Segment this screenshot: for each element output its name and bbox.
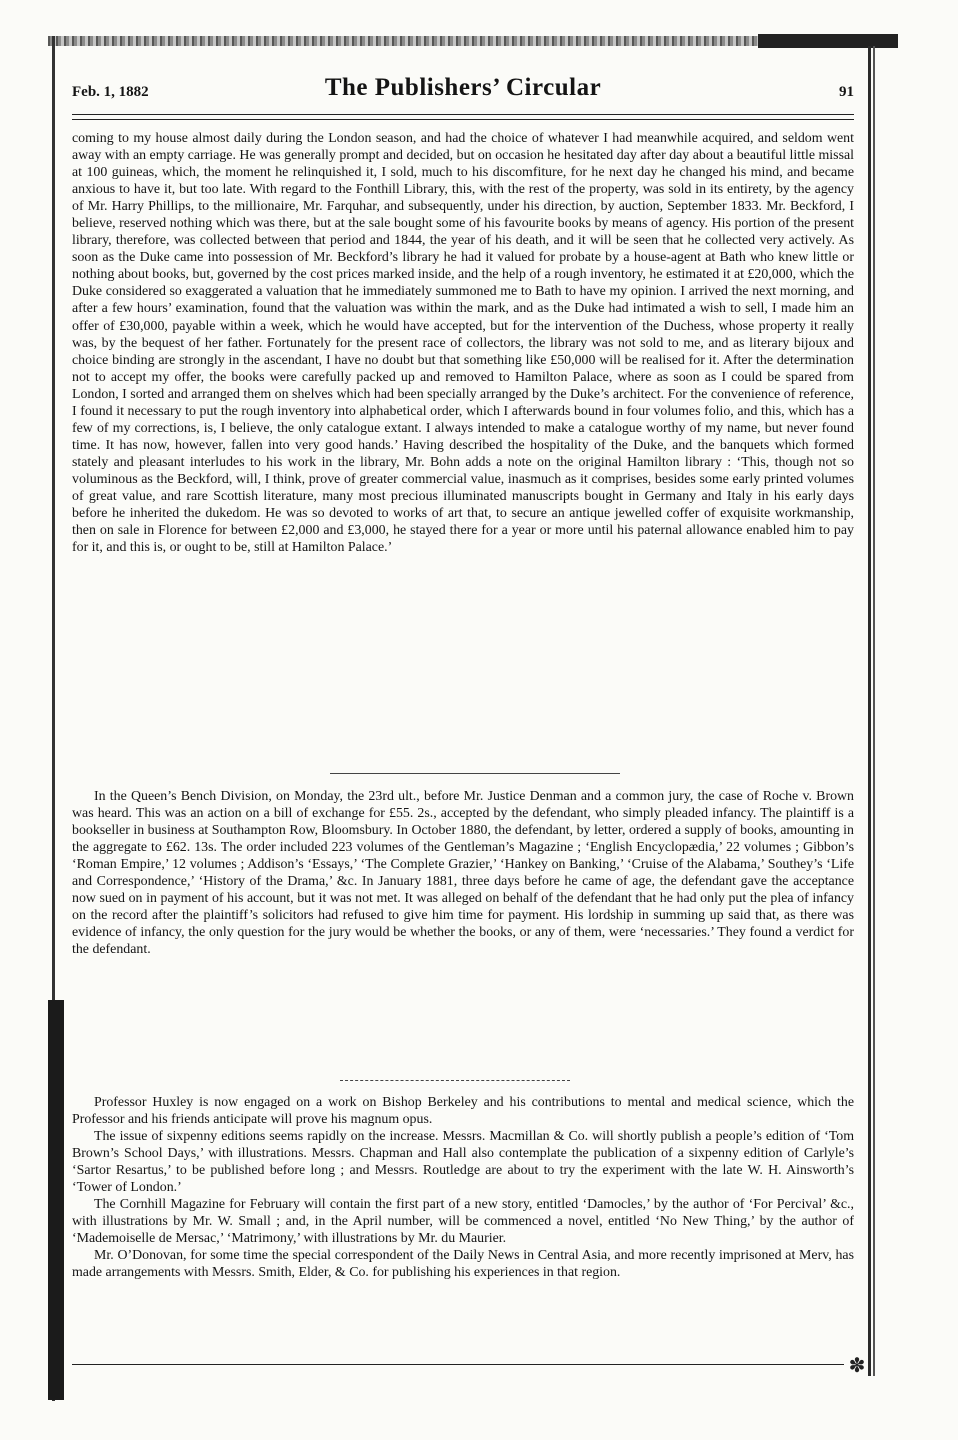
article-beckford-library bbox=[72, 130, 854, 556]
footer-rule bbox=[72, 1364, 844, 1365]
paragraph: The Cornhill Magazine for February will contain the first part of a new story, entitled ‘Damocles,’ by the author of ‘For Percival’ &c., with illustrations by Mr. W. Small ; and, in the April number, will be commenced a novel, entitled ‘No New Thing,’ by the author of ‘Mademoiselle de Mersac,’ ‘Matrimony,’ with illustrations by Mr. du Maurier. bbox=[72, 1197, 854, 1247]
right-border-rule bbox=[868, 46, 871, 1376]
page-number: 91 bbox=[839, 84, 854, 100]
article-literary-notes bbox=[72, 1094, 854, 1282]
article-roche-v-brown bbox=[72, 788, 854, 958]
paragraph: The issue of sixpenny editions seems rapidly on the increase. Messrs. Macmillan & Co. will shortly publish a people’s edition of ‘Tom Brown’s School Days,’ with illustrations. Messrs. Chapman and Hall also contemplate the publication of a sixpenny edition of Carlyle’s ‘Sartor Resartus,’ to be published before long ; and Messrs. Routledge are about to try the experiment with the late W. H. Ainsworth’s ‘Tower of London.’ bbox=[72, 1129, 854, 1196]
page-edge-top-right bbox=[758, 34, 898, 48]
section-divider bbox=[330, 773, 620, 774]
issue-date: Feb. 1, 1882 bbox=[72, 84, 149, 100]
right-border-rule-inner bbox=[873, 46, 875, 1376]
running-header bbox=[72, 74, 854, 108]
journal-title: The Publishers’ Circular bbox=[324, 74, 602, 101]
paragraph: Mr. O’Donovan, for some time the special correspondent of the Daily News in Central Asia, and more recently imprisoned at Merv, has made arrangements with Messrs. Smith, Elder, & Co. for publishing his experiences in that region. bbox=[72, 1248, 854, 1281]
section-divider bbox=[340, 1080, 570, 1081]
paragraph: coming to my house almost daily during the London season, and had the choice of whatever I had meanwhile acquired, and seldom went away with an empty carriage. He was generally prompt and decided, but on occasion he hesitated day after day about a beautiful little missal at 100 guineas, which, the moment he relinquished it, I sold, much to his discomfiture, for he next day he changed his mind, and became anxious to have it, but too late. With regard to the Fonthill Library, this, with the rest of the property, was sold in its entirety, by the agency of Mr. Harry Phillips, to the millionaire, Mr. Farquhar, and subsequently, under his direction, by auction, September 1833. Mr. Beckford, I believe, reserved nothing which was there, but at the sale bought some of his favourite books by means of agency. His portion of the present library, therefore, was collected between that period and 1844, the year of his death, and it will be seen that he collected very actively. As soon as the Duke came into possession of Mr. Beckford’s library he had it valued for probate by a house-agent at Bath who knew little or nothing about books, but, governed by the cost prices marked inside, and the help of a rough inventory, he estimated it at £20,000, which the Duke considered so exaggerated a valuation that he immediately summoned me to Bath to have my opinion. I arrived the next morning, and after a few hours’ examination, found that the valuation was within the mark, and as the Duke had intimated a wish to sell, I made him an offer of £30,000, payable within a week, which he would have accepted, but for the intervention of the Duchess, whose property it really was, by the bequest of her father. Fortunately for the present race of collectors, the library was not sold to me, and as literary bijoux and choice binding are strongly in the ascendant, I have no doubt but that something like £50,000 will be realised for it. After the determination not to accept my offer, the books were carefully packed up and removed to Hamilton Palace, where as soon as I could be spared from London, I sorted and arranged them on shelves which had been specially arranged by the Duke’s architect. For the convenience of reference, I found it necessary to put the rough inventory into alphabetical order, which I afterwards bound in four volumes folio, and this, which has a few of my corrections, is, I believe, the only catalogue extant. I always intended to make a catalogue worthy of my name, but never found time. It has now, however, fallen into very good hands.’ Having described the hospitality of the Duke, and the banquets which formed stately and pleasant interludes to his work in the library, Mr. Bohn adds a note on the original Hamilton library : ‘This, though not so voluminous as the Beckford, will, I think, prove of greater commercial value, inasmuch as it comprises, besides some early printed volumes of great value, and rare Scottish literature, many most precious illuminated manuscripts bought in Germany and Italy in his early days before he inherited the dukedom. He was so devoted to works of art that, to secure an antique jewelled coffer of exquisite workmanship, then on sale in Florence for between £2,000 and £3,000, he stayed there for a year or more until his paternal allowance enabled him to pay for it, and this is, or ought to be, still at Hamilton Palace.’ bbox=[72, 131, 854, 556]
header-rule bbox=[72, 114, 854, 120]
paragraph: Professor Huxley is now engaged on a work on Bishop Berkeley and his contributions to mental and medical science, which the Professor and his friends anticipate will prove his magnum opus. bbox=[72, 1095, 854, 1128]
printer-ornament-icon: ✽ bbox=[848, 1355, 866, 1377]
paragraph: In the Queen’s Bench Division, on Monday, the 23rd ult., before Mr. Justice Denman and a common jury, the case of Roche v. Brown was heard. This was an action on a bill of exchange for £55. 2s., accepted by the defendant, who simply pleaded infancy. The plaintiff is a bookseller in business at Southampton Row, Bloomsbury. In October 1880, the defendant, by letter, ordered a supply of books, amounting in the aggregate to £62. 13s. The order included 223 volumes of the Gentleman’s Magazine ; ‘English Encyclopædia,’ 22 volumes ; Gibbon’s ‘Roman Empire,’ 12 volumes ; Addison’s ‘Essays,’ ‘The Complete Grazier,’ ‘Hankey on Banking,’ ‘Cruise of the Alabama,’ Southey’s ‘Life and Correspondence,’ ‘History of the Drama,’ &c. In January 1881, three days before he came of age, the defendant gave the acceptance now sued on in payment of his account, but it was not met. It was alleged on behalf of the defendant that he had only put the plea of infancy on the record after the plaintiff’s solicitors had refused to give him time for payment. His lordship in summing up said that, as there was evidence of infancy, the only question for the jury would be whether the books, or any of them, were ‘necessaries.’ They found a verdict for the defendant. bbox=[72, 789, 854, 958]
binding-shadow bbox=[48, 1000, 64, 1400]
